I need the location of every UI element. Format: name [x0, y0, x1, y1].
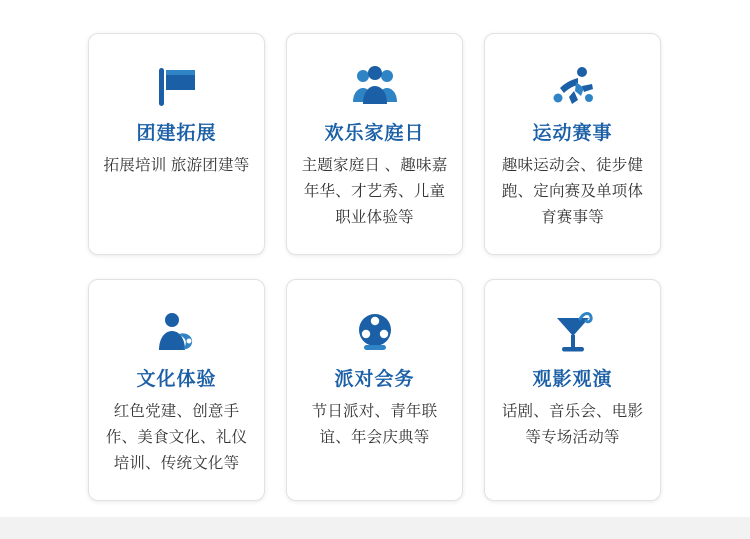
card-title: 团建拓展	[136, 123, 217, 144]
running-athlete-icon	[548, 60, 598, 112]
card-description: 节日派对、青年联谊、年会庆典等	[311, 403, 438, 446]
flag-icon	[153, 60, 201, 112]
service-card[interactable]	[88, 33, 265, 255]
card-title: 派对会务	[334, 369, 415, 390]
card-description: 拓展培训 旅游团建等	[103, 157, 250, 174]
top-spacer	[0, 0, 750, 8]
person-culture-icon	[153, 306, 201, 358]
service-card-grid	[88, 33, 662, 501]
card-title: 欢乐家庭日	[324, 123, 425, 144]
service-card[interactable]	[286, 279, 463, 501]
card-title: 运动赛事	[532, 123, 613, 144]
left-spacer	[0, 0, 24, 517]
card-description: 主题家庭日 、趣味嘉年华、才艺秀、儿童职业体验等	[301, 157, 448, 226]
service-card[interactable]	[286, 33, 463, 255]
service-card[interactable]	[484, 33, 661, 255]
card-title: 观影观演	[532, 369, 613, 390]
service-card[interactable]	[88, 279, 265, 501]
card-description: 话剧、音乐会、电影等专场活动等	[501, 403, 644, 446]
service-card[interactable]	[484, 279, 661, 501]
family-group-icon	[349, 60, 401, 112]
card-title: 文化体验	[136, 369, 217, 390]
right-spacer	[726, 0, 750, 517]
cocktail-glass-icon	[550, 306, 596, 358]
card-description: 红色党建、创意手作、美食文化、礼仪培训、传统文化等	[105, 403, 248, 472]
card-description: 趣味运动会、徒步健跑、定向赛及单项体育赛事等	[501, 157, 644, 226]
film-reel-icon	[352, 306, 398, 358]
bottom-spacer	[0, 517, 750, 539]
